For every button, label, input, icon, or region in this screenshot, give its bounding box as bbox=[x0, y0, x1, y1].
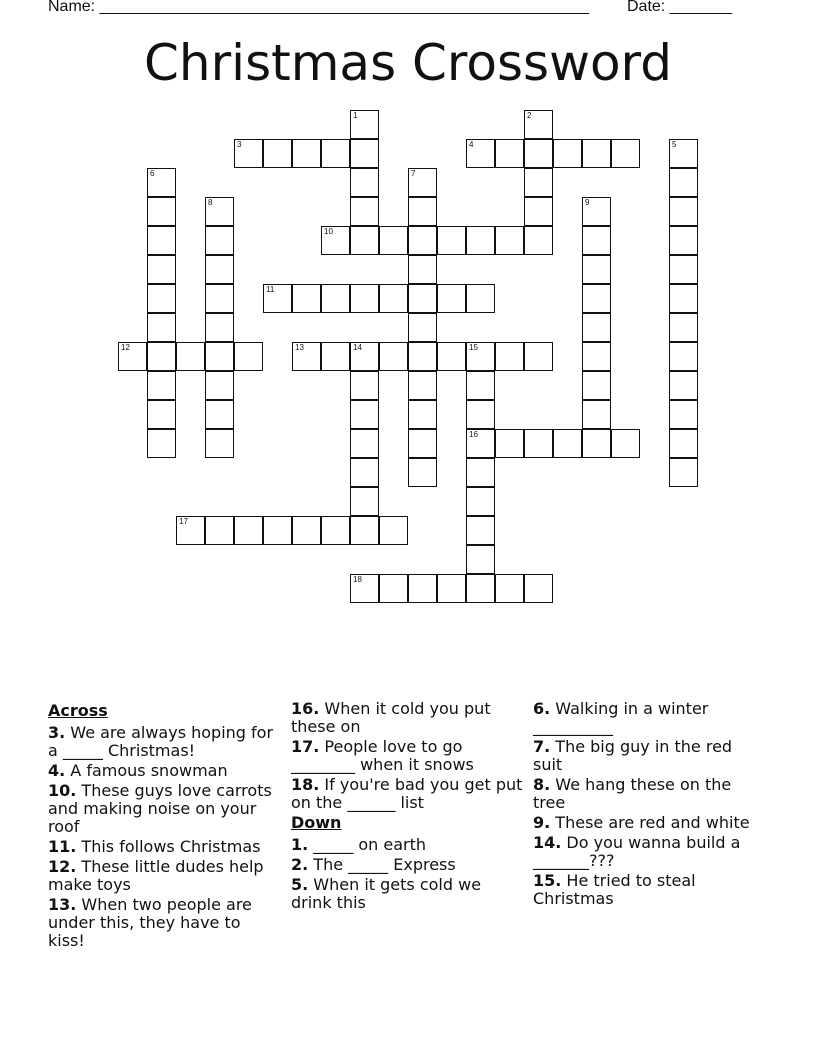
grid-cell[interactable] bbox=[524, 110, 553, 139]
grid-cell[interactable] bbox=[466, 545, 495, 574]
clues-column-3 bbox=[533, 700, 765, 910]
grid-cell[interactable] bbox=[466, 516, 495, 545]
grid-cell[interactable] bbox=[350, 429, 379, 458]
clue-num: 18. bbox=[291, 775, 320, 794]
clue-num: 9. bbox=[533, 813, 551, 832]
clue-number: 2 bbox=[527, 111, 532, 120]
grid-cell[interactable] bbox=[147, 342, 176, 371]
grid-cell[interactable] bbox=[205, 371, 234, 400]
clue-num: 4. bbox=[48, 761, 66, 780]
grid-cell[interactable] bbox=[408, 255, 437, 284]
across-clue bbox=[48, 896, 280, 950]
clues-column-1 bbox=[48, 700, 280, 952]
grid-cell[interactable] bbox=[205, 226, 234, 255]
grid-cell[interactable] bbox=[205, 400, 234, 429]
down-clue bbox=[533, 738, 765, 774]
grid-cell[interactable] bbox=[466, 487, 495, 516]
grid-cell[interactable] bbox=[205, 429, 234, 458]
grid-cell[interactable] bbox=[350, 284, 379, 313]
grid-cell[interactable] bbox=[176, 516, 205, 545]
grid-cell[interactable] bbox=[669, 168, 698, 197]
clue-num: 1. bbox=[291, 835, 309, 854]
grid-cell[interactable] bbox=[205, 342, 234, 371]
grid-cell[interactable] bbox=[669, 400, 698, 429]
grid-cell[interactable] bbox=[379, 574, 408, 603]
grid-cell[interactable] bbox=[147, 400, 176, 429]
clue-number: 10 bbox=[324, 227, 333, 236]
across-clue bbox=[48, 838, 280, 856]
grid-cell[interactable] bbox=[408, 458, 437, 487]
clue-number: 1 bbox=[353, 111, 358, 120]
clue-num: 17. bbox=[291, 737, 320, 756]
grid-cell[interactable] bbox=[466, 371, 495, 400]
clue-text: We hang these on the tree bbox=[533, 775, 732, 812]
grid-cell[interactable] bbox=[553, 429, 582, 458]
grid-cell[interactable] bbox=[350, 400, 379, 429]
grid-cell[interactable] bbox=[205, 516, 234, 545]
grid-cell[interactable] bbox=[466, 139, 495, 168]
grid-cell[interactable] bbox=[669, 255, 698, 284]
name-line: Name: _______________________________________________________ bbox=[48, 0, 589, 15]
grid-cell[interactable] bbox=[495, 342, 524, 371]
clue-num: 8. bbox=[533, 775, 551, 794]
grid-cell[interactable] bbox=[350, 139, 379, 168]
clue-number: 5 bbox=[672, 140, 677, 149]
grid-cell[interactable] bbox=[234, 516, 263, 545]
clue-number: 12 bbox=[121, 343, 130, 352]
clue-text: These guys love carrots and making noise on your roof bbox=[48, 781, 272, 836]
clue-text: These little dudes help make toys bbox=[48, 857, 264, 894]
grid-cell[interactable] bbox=[669, 429, 698, 458]
down-clue bbox=[533, 776, 765, 812]
clue-text: Do you wanna build a _______??? bbox=[533, 833, 741, 870]
clue-number: 13 bbox=[295, 343, 304, 352]
grid-cell[interactable] bbox=[321, 516, 350, 545]
grid-cell[interactable] bbox=[669, 313, 698, 342]
grid-cell[interactable] bbox=[466, 400, 495, 429]
grid-cell[interactable] bbox=[350, 197, 379, 226]
grid-cell[interactable] bbox=[379, 284, 408, 313]
grid-cell[interactable] bbox=[205, 313, 234, 342]
grid-cell[interactable] bbox=[408, 197, 437, 226]
grid-cell[interactable] bbox=[350, 226, 379, 255]
grid-cell[interactable] bbox=[669, 139, 698, 168]
grid-cell[interactable] bbox=[292, 516, 321, 545]
clue-num: 2. bbox=[291, 855, 309, 874]
grid-cell[interactable] bbox=[524, 197, 553, 226]
grid-cell[interactable] bbox=[524, 342, 553, 371]
down-clue bbox=[291, 856, 523, 874]
clue-number: 17 bbox=[179, 517, 188, 526]
grid-cell[interactable] bbox=[350, 574, 379, 603]
grid-cell[interactable] bbox=[408, 313, 437, 342]
grid-cell[interactable] bbox=[582, 313, 611, 342]
across-clue bbox=[48, 762, 280, 780]
clue-num: 5. bbox=[291, 875, 309, 894]
grid-cell[interactable] bbox=[205, 284, 234, 313]
grid-cell[interactable] bbox=[524, 139, 553, 168]
across-clue bbox=[291, 700, 523, 736]
across-clue bbox=[48, 858, 280, 894]
across-clue bbox=[48, 724, 280, 760]
clue-num: 7. bbox=[533, 737, 551, 756]
grid-cell[interactable] bbox=[582, 197, 611, 226]
down-clue bbox=[533, 700, 765, 736]
clue-num: 13. bbox=[48, 895, 77, 914]
down-clue bbox=[291, 836, 523, 854]
grid-cell[interactable] bbox=[495, 139, 524, 168]
down-clue bbox=[291, 876, 523, 912]
clue-num: 16. bbox=[291, 699, 320, 718]
grid-cell[interactable] bbox=[466, 284, 495, 313]
grid-cell[interactable] bbox=[350, 371, 379, 400]
grid-cell[interactable] bbox=[582, 284, 611, 313]
grid-cell[interactable] bbox=[582, 371, 611, 400]
grid-cell[interactable] bbox=[408, 168, 437, 197]
grid-cell[interactable] bbox=[350, 110, 379, 139]
clue-text: The _____ Express bbox=[308, 855, 456, 874]
clue-text: When two people are under this, they have to kiss! bbox=[48, 895, 252, 950]
grid-cell[interactable] bbox=[524, 168, 553, 197]
clue-number: 4 bbox=[469, 140, 474, 149]
date-line: Date: _______ bbox=[627, 0, 732, 15]
clue-text: _____ on earth bbox=[308, 835, 427, 854]
grid-cell[interactable] bbox=[408, 226, 437, 255]
across-clue bbox=[48, 782, 280, 836]
grid-cell[interactable] bbox=[437, 284, 466, 313]
grid-cell[interactable] bbox=[321, 284, 350, 313]
grid-cell[interactable] bbox=[466, 342, 495, 371]
grid-cell[interactable] bbox=[205, 255, 234, 284]
clue-number: 16 bbox=[469, 430, 478, 439]
grid-cell[interactable] bbox=[263, 139, 292, 168]
clue-text: People love to go ________ when it snows bbox=[291, 737, 474, 774]
clue-number: 11 bbox=[266, 285, 275, 294]
grid-cell[interactable] bbox=[205, 197, 234, 226]
grid-cell[interactable] bbox=[466, 458, 495, 487]
clue-num: 12. bbox=[48, 857, 77, 876]
clue-text: When it cold you put these on bbox=[291, 699, 491, 736]
clue-text: This follows Christmas bbox=[76, 837, 261, 856]
grid-cell[interactable] bbox=[263, 284, 292, 313]
clue-num: 11. bbox=[48, 837, 77, 856]
grid-cell[interactable] bbox=[524, 429, 553, 458]
grid-cell[interactable] bbox=[292, 139, 321, 168]
down-clue bbox=[533, 834, 765, 870]
grid-cell[interactable] bbox=[379, 226, 408, 255]
clue-num: 3. bbox=[48, 723, 66, 742]
grid-cell[interactable] bbox=[582, 342, 611, 371]
clue-number: 18 bbox=[353, 575, 362, 584]
grid-cell[interactable] bbox=[147, 284, 176, 313]
grid-cell[interactable] bbox=[321, 342, 350, 371]
down-clue bbox=[533, 814, 765, 832]
grid-cell[interactable] bbox=[408, 429, 437, 458]
grid-cell[interactable] bbox=[408, 284, 437, 313]
grid-cell[interactable] bbox=[321, 139, 350, 168]
grid-cell[interactable] bbox=[669, 342, 698, 371]
grid-cell[interactable] bbox=[147, 255, 176, 284]
clue-text: We are always hoping for a _____ Christmas! bbox=[48, 723, 274, 760]
grid-cell[interactable] bbox=[669, 226, 698, 255]
grid-cell[interactable] bbox=[466, 429, 495, 458]
grid-cell[interactable] bbox=[582, 255, 611, 284]
grid-cell[interactable] bbox=[147, 197, 176, 226]
grid-cell[interactable] bbox=[147, 226, 176, 255]
page-title: Christmas Crossword bbox=[144, 34, 672, 92]
clue-text: He tried to steal Christmas bbox=[533, 871, 696, 908]
grid-cell[interactable] bbox=[118, 342, 147, 371]
grid-cell[interactable] bbox=[553, 139, 582, 168]
grid-cell[interactable] bbox=[408, 400, 437, 429]
clue-text: A famous snowman bbox=[65, 761, 228, 780]
grid-cell[interactable] bbox=[466, 574, 495, 603]
clue-text: If you're bad you get put on the ______ list bbox=[291, 775, 523, 812]
grid-cell[interactable] bbox=[408, 574, 437, 603]
grid-cell[interactable] bbox=[669, 197, 698, 226]
grid-cell[interactable] bbox=[292, 342, 321, 371]
grid-cell[interactable] bbox=[582, 429, 611, 458]
grid-cell[interactable] bbox=[350, 516, 379, 545]
across-heading: Across bbox=[48, 701, 108, 720]
grid-cell[interactable] bbox=[495, 226, 524, 255]
grid-cell[interactable] bbox=[292, 284, 321, 313]
across-clue bbox=[291, 776, 523, 812]
grid-cell[interactable] bbox=[582, 139, 611, 168]
grid-cell[interactable] bbox=[524, 226, 553, 255]
grid-cell[interactable] bbox=[147, 313, 176, 342]
clue-text: Walking in a winter __________ bbox=[533, 699, 709, 736]
grid-cell[interactable] bbox=[437, 226, 466, 255]
down-heading: Down bbox=[291, 813, 342, 832]
grid-cell[interactable] bbox=[582, 400, 611, 429]
grid-cell[interactable] bbox=[176, 342, 205, 371]
grid-cell[interactable] bbox=[495, 574, 524, 603]
clue-number: 15 bbox=[469, 343, 478, 352]
grid-cell[interactable] bbox=[379, 516, 408, 545]
clue-number: 3 bbox=[237, 140, 242, 149]
grid-cell[interactable] bbox=[234, 342, 263, 371]
grid-cell[interactable] bbox=[466, 226, 495, 255]
clues-column-2 bbox=[291, 700, 523, 914]
down-clue bbox=[533, 872, 765, 908]
clue-text: The big guy in the red suit bbox=[533, 737, 733, 774]
grid-cell[interactable] bbox=[669, 458, 698, 487]
grid-cell[interactable] bbox=[263, 516, 292, 545]
clue-num: 15. bbox=[533, 871, 562, 890]
clue-text: These are red and white bbox=[550, 813, 750, 832]
clue-num: 14. bbox=[533, 833, 562, 852]
grid-cell[interactable] bbox=[147, 168, 176, 197]
grid-cell[interactable] bbox=[147, 371, 176, 400]
grid-cell[interactable] bbox=[582, 226, 611, 255]
across-clue bbox=[291, 738, 523, 774]
grid-cell[interactable] bbox=[495, 429, 524, 458]
grid-cell[interactable] bbox=[669, 371, 698, 400]
grid-cell[interactable] bbox=[234, 139, 263, 168]
clue-num: 10. bbox=[48, 781, 77, 800]
clue-number: 8 bbox=[208, 198, 213, 207]
grid-cell[interactable] bbox=[321, 226, 350, 255]
grid-cell[interactable] bbox=[350, 168, 379, 197]
grid-cell[interactable] bbox=[524, 574, 553, 603]
grid-cell[interactable] bbox=[611, 139, 640, 168]
grid-cell[interactable] bbox=[437, 574, 466, 603]
grid-cell[interactable] bbox=[611, 429, 640, 458]
clue-number: 7 bbox=[411, 169, 416, 178]
grid-cell[interactable] bbox=[350, 458, 379, 487]
grid-cell[interactable] bbox=[669, 284, 698, 313]
grid-cell[interactable] bbox=[437, 342, 466, 371]
grid-cell[interactable] bbox=[408, 342, 437, 371]
grid-cell[interactable] bbox=[350, 342, 379, 371]
clue-number: 6 bbox=[150, 169, 155, 178]
grid-cell[interactable] bbox=[147, 429, 176, 458]
grid-cell[interactable] bbox=[350, 487, 379, 516]
grid-cell[interactable] bbox=[408, 371, 437, 400]
clue-number: 9 bbox=[585, 198, 590, 207]
clue-number: 14 bbox=[353, 343, 362, 352]
clue-text: When it gets cold we drink this bbox=[291, 875, 482, 912]
clue-num: 6. bbox=[533, 699, 551, 718]
grid-cell[interactable] bbox=[379, 342, 408, 371]
